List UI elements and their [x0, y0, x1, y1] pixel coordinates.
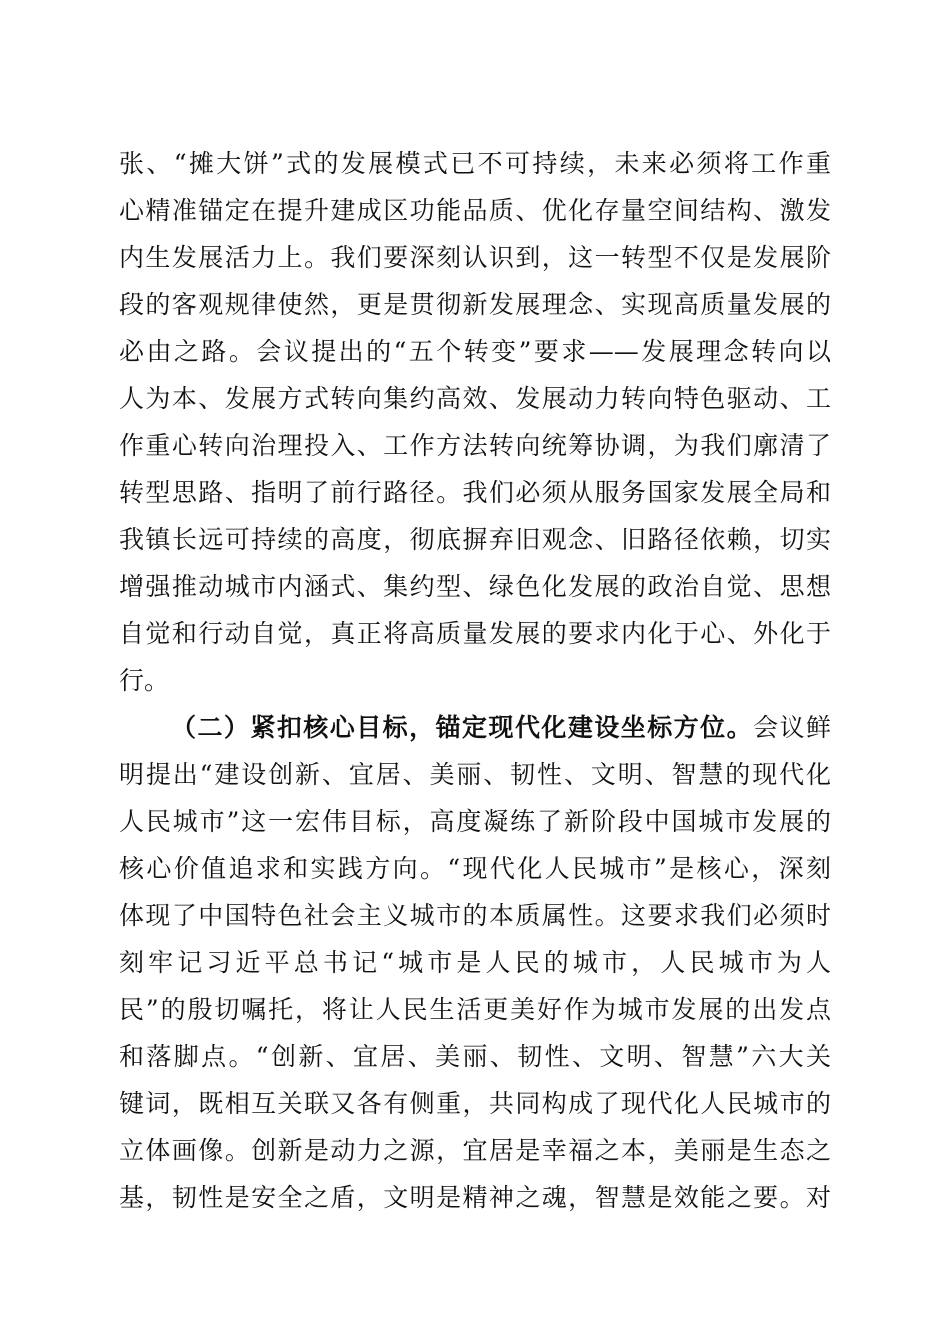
text-line: 行。: [119, 666, 170, 695]
text-line: 增强推动城市内涵式、集约型、绿色化发展的政治自觉、思想: [119, 572, 831, 601]
paragraph-1: [119, 140, 831, 704]
text-line: 立体画像。创新是动力之源，宜居是幸福之本，美丽是生态之: [119, 1136, 831, 1165]
text-line: 自觉和行动自觉，真正将高质量发展的要求内化于心、外化于: [119, 619, 831, 648]
text-line: 和落脚点。“创新、宜居、美丽、韧性、文明、智慧”六大关: [119, 1042, 831, 1071]
section-heading-line: [119, 704, 831, 751]
text-line: 人民城市”这一宏伟目标，高度凝练了新阶段中国城市发展的: [119, 807, 831, 836]
text-line: 转型思路、指明了前行路径。我们必须从服务国家发展全局和: [119, 478, 831, 507]
text-line: 人为本、发展方式转向集约高效、发展动力转向特色驱动、工: [119, 384, 831, 413]
text-line: 明提出“建设创新、宜居、美丽、韧性、文明、智慧的现代化: [119, 760, 831, 789]
text-line: 核心价值追求和实践方向。“现代化人民城市”是核心，深刻: [119, 854, 831, 883]
text-line: 心精准锚定在提升建成区功能品质、优化存量空间结构、激发: [119, 196, 831, 225]
text-line: 内生发展活力上。我们要深刻认识到，这一转型不仅是发展阶: [119, 243, 831, 272]
section-heading: （二）紧扣核心目标，锚定现代化建设坐标方位。: [171, 713, 754, 742]
text-line: 必由之路。会议提出的“五个转变”要求——发展理念转向以: [119, 337, 831, 366]
text-line: 键词，既相互关联又各有侧重，共同构成了现代化人民城市的: [119, 1089, 831, 1118]
text-line: 作重心转向治理投入、工作方法转向统筹协调，为我们廓清了: [119, 431, 831, 460]
text-line: 刻牢记习近平总书记“城市是人民的城市，人民城市为人: [119, 948, 831, 977]
text-line: 我镇长远可持续的高度，彻底摒弃旧观念、旧路径依赖，切实: [119, 525, 831, 554]
text-line: 民”的殷切嘱托，将让人民生活更美好作为城市发展的出发点: [119, 995, 831, 1024]
text-line: 张、“摊大饼”式的发展模式已不可持续，未来必须将工作重: [119, 149, 831, 178]
heading-line-rest: 会议鲜: [753, 713, 831, 742]
text-line: 基，韧性是安全之盾，文明是精神之魂，智慧是效能之要。对: [119, 1183, 831, 1212]
text-line: 体现了中国特色社会主义城市的本质属性。这要求我们必须时: [119, 901, 831, 930]
document-body: [119, 140, 831, 1221]
paragraph-2: [119, 704, 831, 1221]
text-line: 段的客观规律使然，更是贯彻新发展理念、实现高质量发展的: [119, 290, 831, 319]
